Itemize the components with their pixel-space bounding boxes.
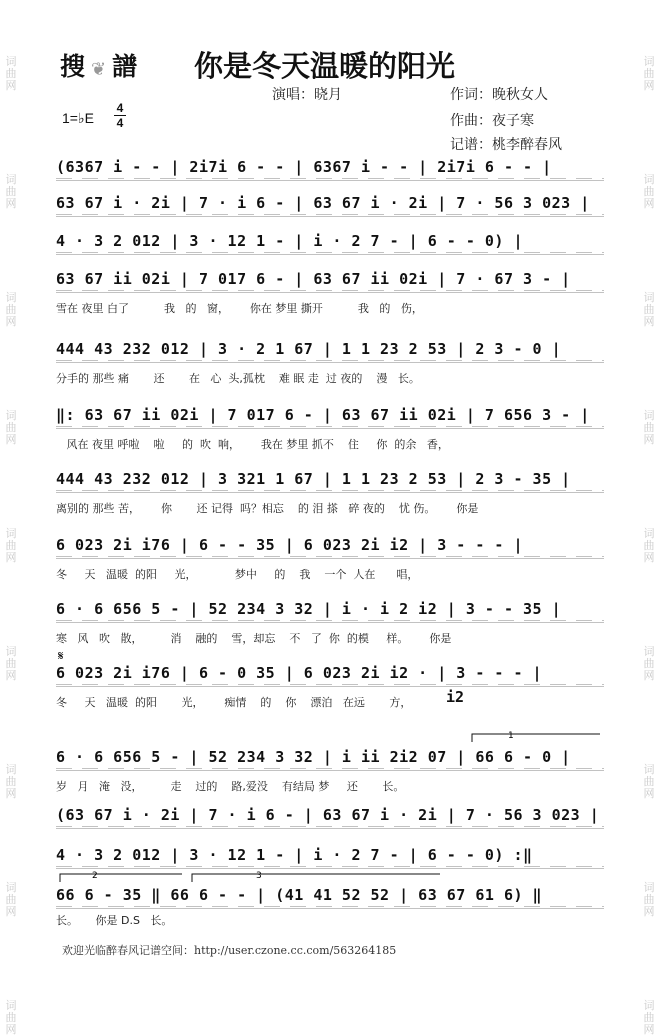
- composer-credit: 作曲：夜子寒: [450, 113, 534, 129]
- watermark-text: 词 曲 网: [5, 527, 17, 564]
- volta-number-2: 2: [92, 871, 98, 881]
- site-logo: 搜 ❦ 譜: [60, 52, 140, 81]
- footer-credit: 欢迎光临醉春风记谱空间：http://user.czone.cc.com/563264185: [62, 944, 397, 957]
- note-line: 4 · 3 2 012 | 3 · 12 1 - | i · 2 7 - | 6 - - 0) |: [56, 232, 524, 250]
- watermark-text: 词 曲 网: [5, 645, 17, 682]
- watermark-text: 词 曲 网: [5, 763, 17, 800]
- lyric-line: 冬 天 温暖 的阳 光， 梦中 的 我 一个 人在 唱，: [56, 568, 419, 581]
- note-line: 444 43 232 012 | 3 · 2 1 67 | 1 1 23 2 53 | 2 3 - 0 |: [56, 340, 562, 358]
- song-title: 你是冬天温暖的阳光: [194, 49, 456, 83]
- volta-bracket-2: [60, 874, 182, 882]
- note-line: 6 023 2i i76 | 6 - - 35 | 6 023 2i i2 | 3 - - - |: [56, 536, 524, 554]
- leaf-icon: ❦: [91, 59, 109, 80]
- watermark-text: 词 曲 网: [643, 291, 655, 328]
- lyric-line: 分手的 那些 痛 还 在 心 头,孤枕 难 眠 走 过 夜的 漫 长。: [56, 372, 420, 385]
- note-line: 4 · 3 2 012 | 3 · 12 1 - | i · 2 7 - | 6 - - 0) :‖: [56, 846, 533, 864]
- key-signature: 1=♭E 4 4: [62, 110, 94, 127]
- volta-bracket-1: [472, 734, 600, 742]
- note-line: 444 43 232 012 | 3 321 1 67 | 1 1 23 2 53 | 2 3 - 35 |: [56, 470, 571, 488]
- volta-bracket-3: [192, 874, 440, 882]
- watermark-text: 词 曲 网: [643, 409, 655, 446]
- stacked-note: i2: [446, 688, 465, 706]
- watermark-text: 词 曲 网: [643, 763, 655, 800]
- notator-credit: 记谱：桃李醉春风: [450, 137, 562, 153]
- watermark-text: 词 曲 网: [643, 881, 655, 918]
- watermark-text: 词 曲 网: [5, 291, 17, 328]
- lyric-line: 风在 夜里 呼啦 啦 的 吹 响， 我在 梦里 抓不 住 你 的余 香，: [56, 438, 449, 451]
- singer-credit: 演唱：晓月: [272, 87, 342, 103]
- lyric-line: 雪在 夜里 白了 我 的 窗， 你在 梦里 撕开 我 的 伤，: [56, 302, 423, 315]
- note-line: 66 6 - 35 ‖ 66 6 - - | (41 41 52 52 | 63 67 61 6) ‖: [56, 886, 543, 904]
- watermark-text: 词 曲 网: [5, 409, 17, 446]
- segno-icon: 𝄋: [58, 649, 64, 664]
- watermark-text: 词 曲 网: [643, 999, 655, 1036]
- note-line: 63 67 ii 02i | 7 017 6 - | 63 67 ii 02i | 7 · 67 3 - |: [56, 270, 571, 288]
- lyric-line: 冬 天 温暖 的阳 光， 痴情 的 你 漂泊 在远 方，: [56, 696, 412, 709]
- note-line: 6 023 2i i76 | 6 - 0 35 | 6 023 2i i2 · | 3 - - - |: [56, 664, 543, 682]
- lyric-line: 长。 你是 D.S 长。: [56, 914, 173, 927]
- lyric-line: 寒 风 吹 散， 消 融的 雪，却忘 不 了 你 的模 样。 你是: [56, 632, 452, 645]
- watermark-text: 词 曲 网: [5, 55, 17, 92]
- note-line: (63 67 i · 2i | 7 · i 6 - | 63 67 i · 2i | 7 · 56 3 023 |: [56, 806, 600, 824]
- watermark-text: 词 曲 网: [643, 55, 655, 92]
- watermark-text: 词 曲 网: [5, 881, 17, 918]
- watermark-text: 词 曲 网: [5, 999, 17, 1036]
- watermark-text: 词 曲 网: [643, 173, 655, 210]
- watermark-text: 词 曲 网: [643, 645, 655, 682]
- lyric-line: 岁 月 淹 没， 走 过的 路,爱没 有结局 梦 还 长。: [56, 780, 405, 793]
- watermark-text: 词 曲 网: [5, 173, 17, 210]
- note-line: ‖: 63 67 ii 02i | 7 017 6 - | 63 67 ii 02i | 7 656 3 - |: [56, 406, 590, 424]
- lyric-line: 离别的 那些 苦， 你 还 记得 吗？相忘 的 泪 搽 碎 夜的 忧 伤。 你是: [56, 502, 479, 515]
- watermark-text: 词 曲 网: [643, 527, 655, 564]
- volta-number-3: 3: [256, 871, 262, 881]
- volta-number-1: 1: [508, 731, 514, 741]
- note-line: (6367 i - - | 2i7i 6 - - | 6367 i - - | 2i7i 6 - - |: [56, 158, 552, 176]
- note-line: 6 · 6 656 5 - | 52 234 3 32 | i ii 2i2 07 | 66 6 - 0 |: [56, 748, 571, 766]
- time-signature: 4 4: [114, 102, 126, 129]
- lyricist-credit: 作词：晚秋女人: [450, 87, 548, 103]
- note-line: 6 · 6 656 5 - | 52 234 3 32 | i · i 2 i2 | 3 - - 35 |: [56, 600, 562, 618]
- note-line: 63 67 i · 2i | 7 · i 6 - | 63 67 i · 2i | 7 · 56 3 023 |: [56, 194, 590, 212]
